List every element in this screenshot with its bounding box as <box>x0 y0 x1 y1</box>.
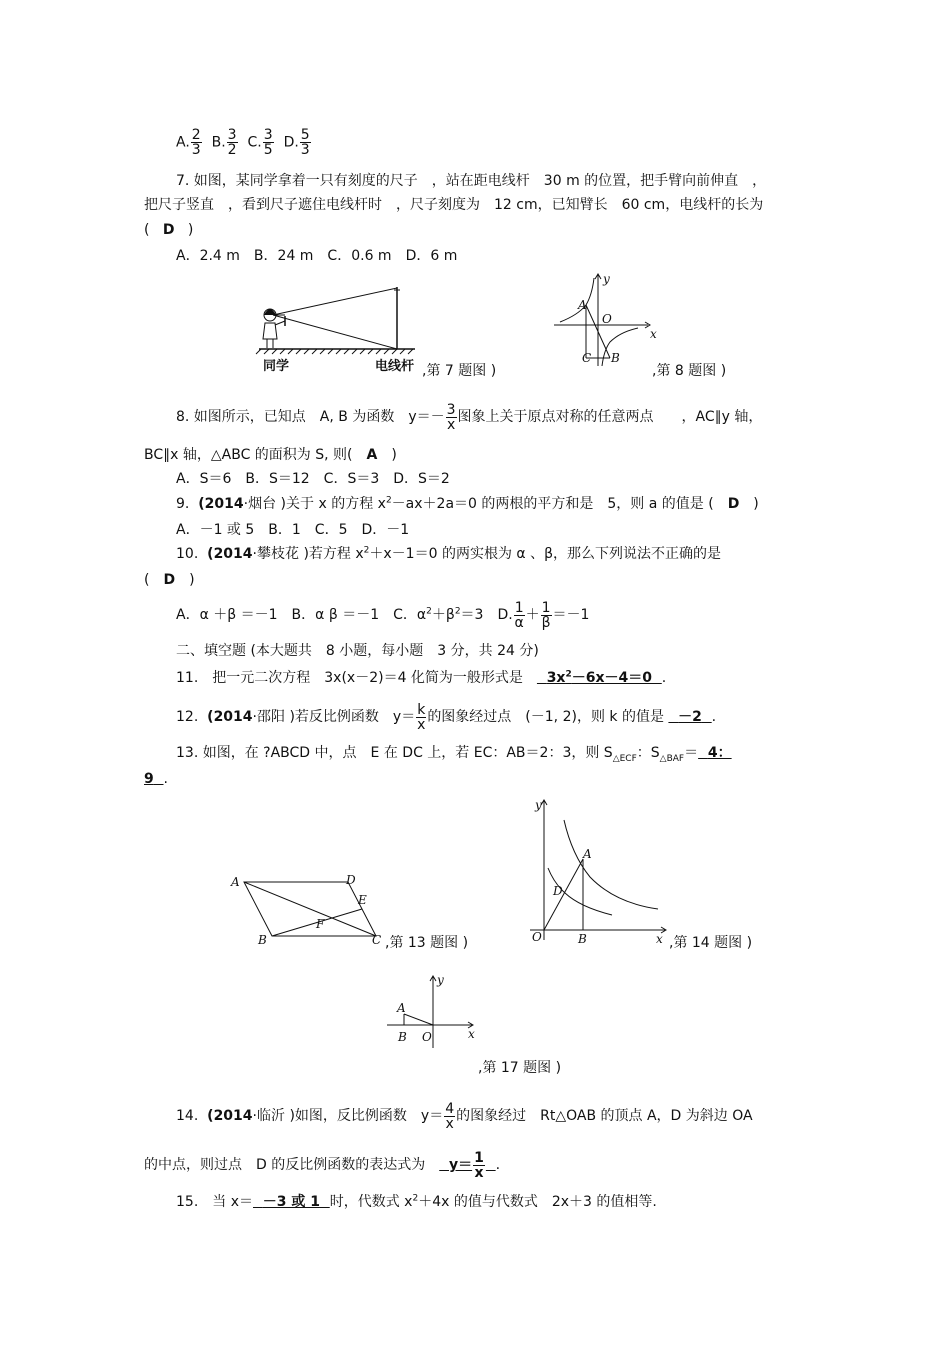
fig13-parallelogram <box>228 868 388 953</box>
svg-text:B: B <box>398 1030 407 1044</box>
fig14-caption: ,第 14 题图 ) <box>669 935 753 951</box>
q7-line2: 把尺子竖直 ，看到尺子遮住电线杆时 ，尺子刻度为 12 cm，已知臂长 60 cm，电线杆的长为 <box>144 197 764 213</box>
q15-answer: －3 或 1 <box>262 1194 320 1210</box>
svg-text:B: B <box>611 351 620 365</box>
q10-line1: 10. (2014·攀枝花 )若方程 $x^2+x-1=0$ 的两实根为 α 、β，那么下列说法不正确的是 <box>176 545 722 562</box>
q10-line2: ( D ) <box>144 572 195 588</box>
q7-answer: D <box>162 222 175 238</box>
svg-text:A: A <box>397 1001 406 1015</box>
q14-line2: 的中点，则过点 D 的反比例函数的表达式为 y＝ $\frac{1}{x}$ . <box>144 1149 501 1181</box>
svg-text:B: B <box>258 933 267 947</box>
q9-line: 9. (2014·烟台 )关于 x 的方程 $x^2-ax+2a=0$ 的两根的平方和是 5，则 a 的值是 ( D ) <box>176 495 759 512</box>
fig7-label-pole: 电线杆 <box>375 359 415 374</box>
q6-options: A. $\frac{2}{3}$ B. $\frac{3}{2}$ C. $\frac{3}{5}$ D. $\frac{5}{3}$ <box>176 127 310 158</box>
fig7-diagram <box>255 283 425 378</box>
q12-answer: －2 <box>678 709 702 725</box>
svg-text:C: C <box>582 351 592 365</box>
q13-answer-part1: 4： <box>707 745 732 761</box>
fig8-caption: ,第 8 题图 ) <box>652 363 727 379</box>
q9-answer: D <box>727 496 740 512</box>
svg-text:O: O <box>422 1030 432 1044</box>
fig17-diagram <box>382 972 478 1052</box>
q8-line1: 8. 如图所示，已知点 A, B 为函数 y＝－ $\frac{3}{x}$ 图象上关于原点对称的任意两点 ，AC∥y 轴， <box>176 401 763 433</box>
fig13-caption: ,第 13 题图 ) <box>385 935 469 951</box>
svg-text:x: x <box>468 1027 475 1041</box>
q8-answer: A <box>366 447 378 463</box>
svg-text:O: O <box>602 312 612 326</box>
q14-line1: 14. (2014·临沂 )如图，反比例函数 y＝ $\frac{4}{x}$ 的图象经过 Rt△OAB 的顶点 A，D 为斜边 OA <box>176 1100 753 1132</box>
svg-text:A: A <box>578 298 587 312</box>
q11-line: 11. 把一元二次方程 3x(x－2)＝4 化简为一般形式是 $3x^2-6x-4=0$ . <box>176 669 667 686</box>
q15-line: 15. 当 x＝ －3 或 1 时，代数式 $x^2+4x$ 的值与代数式 2x＋3 的值相等. <box>176 1193 657 1210</box>
q13-line1: 13. 如图，在 ?ABCD 中，点 E 在 DC 上，若 EC：AB＝2：3，则 $S_{\triangle ECF}$：$S_{\triangle BAF}= 4$： <box>176 745 732 764</box>
q9-options: A．－1 或 5 B．1 C．5 D．－1 <box>176 522 410 538</box>
q11-answer: $3x^2-6x-4=0$ <box>546 669 652 686</box>
svg-text:x: x <box>656 932 663 945</box>
svg-text:y: y <box>437 973 444 987</box>
svg-text:B: B <box>578 932 587 945</box>
q8-line2: BC∥x 轴，△ABC 的面积为 S, 则( A ) <box>144 447 397 463</box>
q7-answer-line: ( D ) <box>144 222 194 238</box>
q14-answer: y＝ $\frac{1}{x}$ <box>448 1149 484 1181</box>
svg-text:F: F <box>316 917 325 931</box>
q7-options: A．2.4 m B．24 m C．0.6 m D．6 m <box>176 248 458 264</box>
fig7-caption: ,第 7 题图 ) <box>422 363 497 379</box>
q10-options: A．α ＋β ＝－1 B．α β ＝－1 C．$\alpha^2+\beta^2=3$ D. $\frac{1}{\alpha}$ ＋ $\frac{1}{\beta}$ ＝－1 <box>176 599 590 631</box>
fig14-diagram <box>520 795 672 945</box>
fig17-caption: ,第 17 题图 ) <box>478 1060 562 1076</box>
q13-line2: 9 . <box>144 771 168 787</box>
section2-heading: 二、填空题 (本大题共 8 小题，每小题 3 分，共 24 分) <box>176 643 539 659</box>
svg-text:E: E <box>358 893 367 907</box>
svg-text:A: A <box>583 847 592 861</box>
svg-text:D: D <box>346 873 356 887</box>
svg-text:A: A <box>231 875 240 889</box>
svg-text:x: x <box>650 327 657 341</box>
svg-text:O: O <box>532 930 542 944</box>
q10-answer: D <box>163 572 176 588</box>
fig8-diagram <box>548 270 658 370</box>
q12-line: 12. (2014·邵阳 )若反比例函数 y＝ $\frac{k}{x}$ 的图象经过点 (－1, 2)，则 k 的值是 －2 . <box>176 701 717 733</box>
fig7-label-student: 同学 <box>263 359 290 374</box>
q8-options: A．S＝6 B．S＝12 C．S＝3 D．S＝2 <box>176 471 450 487</box>
svg-text:D: D <box>553 884 563 898</box>
q7-line1: 7. 如图，某同学拿着一只有刻度的尺子 ，站在距电线杆 30 m 的位置，把手臂向前伸直 ， <box>176 173 767 189</box>
q13-answer-part2: 9 <box>144 771 154 787</box>
svg-text:C: C <box>372 933 382 947</box>
svg-text:y: y <box>535 798 542 812</box>
svg-text:y: y <box>603 272 610 286</box>
